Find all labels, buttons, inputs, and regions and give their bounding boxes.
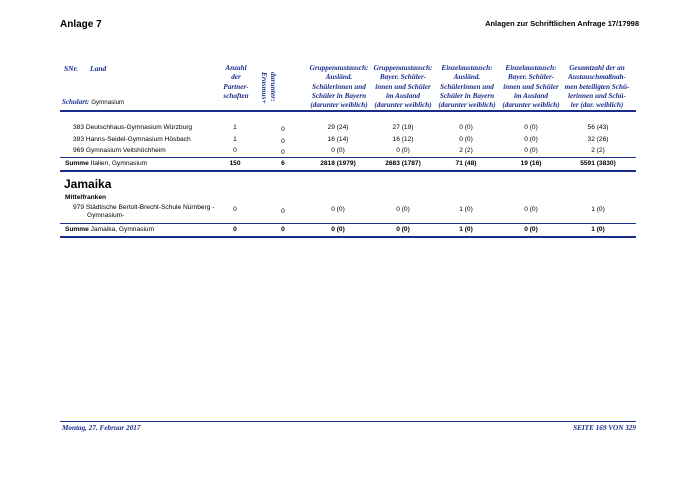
col-land: Land: [90, 64, 107, 73]
col-gruppe-ausl: [304, 64, 374, 110]
school-name: 393 Hanns-Seidel-Gymnasium Hösbach: [73, 136, 191, 143]
cell-g-bayer: 16 (12): [392, 136, 414, 143]
col-erasmus-line: darunter:: [269, 72, 278, 102]
footer-rule: [60, 421, 636, 422]
sum-erasmus: 0: [281, 226, 285, 233]
col-anzahl-line: Partner-: [223, 82, 249, 91]
cell-e-bayer: 0 (0): [524, 136, 538, 143]
cell-g-ausl: 0 (0): [331, 206, 345, 213]
col-line: Ausländ.: [325, 73, 353, 82]
sum-e-bayer: 0 (0): [524, 226, 538, 233]
col-einzel-bayer: [496, 64, 566, 110]
sum-word: Summe: [65, 226, 89, 233]
sum-rule-bottom: [60, 170, 636, 172]
cell-g-bayer: 0 (0): [396, 206, 410, 213]
col-line: Gruppenaustausch:: [309, 64, 369, 72]
col-anzahl-line: schaften: [223, 91, 249, 100]
cell-g-bayer: 27 (19): [392, 124, 414, 131]
sum-rule-bottom: [60, 236, 636, 238]
sum-g-ausl: 2818 (1979): [320, 160, 356, 167]
col-line: Schüler in Bayern: [439, 91, 495, 100]
school-name: 383 Deutschhaus-Gymnasium Würzburg: [73, 124, 193, 131]
col-anzahl-line: Anzahl: [225, 64, 247, 72]
cell-g-ausl: 16 (14): [327, 136, 349, 143]
school-name: 969 Gymnasium Veitshöchheim: [73, 147, 166, 154]
school-name: 979 Städtische Bertolt-Brecht-Schule Nürnberg -: [73, 204, 215, 211]
schulart-value: Gymnasium: [91, 99, 125, 106]
sum-erasmus: 6: [281, 160, 285, 167]
cell-erasmus: 0: [281, 138, 285, 145]
sum-name: Italien, Gymnasium: [90, 160, 148, 167]
col-anzahl-line: der: [231, 73, 241, 82]
cell-anzahl: 0: [233, 206, 237, 213]
col-line: (darunter weiblich): [438, 101, 496, 110]
cell-g-ausl: 0 (0): [331, 147, 345, 154]
sum-g-bayer: 2683 (1787): [385, 160, 421, 167]
col-line: (darunter weiblich): [502, 101, 560, 110]
sum-rule-top: [60, 157, 636, 158]
col-line: Austauschmaßnah-: [568, 73, 626, 82]
sum-gesamt: 1 (0): [591, 226, 605, 233]
col-line: (darunter weiblich): [310, 101, 368, 110]
cell-e-bayer: 0 (0): [524, 124, 538, 131]
school-name-cont: Gymnasium-: [87, 212, 125, 219]
col-einzel-ausl: [432, 64, 502, 110]
sum-g-bayer: 0 (0): [396, 226, 410, 233]
col-gruppe-bayer: [368, 64, 438, 110]
col-line: Einzelaustausch:: [505, 64, 557, 72]
sum-gesamt: 5591 (3830): [580, 160, 616, 167]
col-line: ler (dar. weiblich): [570, 101, 624, 110]
cell-erasmus: 0: [281, 208, 285, 215]
col-line: (darunter weiblich): [374, 101, 432, 110]
sum-g-ausl: 0 (0): [331, 226, 345, 233]
cell-e-ausl: 2 (2): [459, 147, 473, 154]
col-line: Bayer. Schüler-: [507, 73, 555, 82]
sum-anzahl: 0: [233, 226, 237, 233]
region-heading: Mittelfranken: [65, 194, 107, 201]
col-snr: SNr.: [64, 64, 78, 73]
sum-name: Jamaika, Gymnasium: [90, 226, 155, 233]
document-title: Anlagen zur Schriftlichen Anfrage 17/17998: [485, 19, 639, 28]
col-line: men beteiligten Schü-: [564, 82, 630, 91]
cell-gesamt: 56 (43): [587, 124, 609, 131]
col-erasmus-line: Erasmus+: [260, 72, 269, 104]
footer-date: Montag, 27. Februar 2017: [62, 424, 141, 432]
cell-e-ausl: 0 (0): [459, 136, 473, 143]
col-line: Schülerinnen und: [440, 82, 494, 91]
cell-g-ausl: 29 (24): [327, 124, 349, 131]
sum-e-bayer: 19 (16): [520, 160, 542, 167]
col-line: Ausländ.: [453, 73, 481, 82]
cell-anzahl: 0: [233, 147, 237, 154]
col-line: innen und Schüler: [503, 82, 559, 91]
col-line: im Ausland: [514, 91, 548, 100]
sum-e-ausl: 1 (0): [459, 226, 473, 233]
sum-word: Summe: [65, 160, 89, 167]
col-line: innen und Schüler: [375, 82, 431, 91]
cell-gesamt: 32 (26): [587, 136, 609, 143]
col-line: Gruppenaustausch:: [373, 64, 433, 72]
cell-e-bayer: 0 (0): [524, 206, 538, 213]
country-heading: Jamaika: [64, 177, 112, 191]
col-line: Bayer. Schüler-: [379, 73, 427, 82]
schulart-label: Schulart:: [62, 98, 90, 106]
cell-gesamt: 1 (0): [591, 206, 605, 213]
annex-label: Anlage 7: [60, 19, 102, 30]
col-line: Schüler in Bayern: [311, 91, 367, 100]
sum-anzahl: 150: [229, 160, 241, 167]
col-line: im Ausland: [386, 91, 420, 100]
cell-gesamt: 2 (2): [591, 147, 605, 154]
col-anzahl: [214, 64, 258, 101]
col-line: Einzelaustausch:: [441, 64, 493, 72]
cell-anzahl: 1: [233, 136, 237, 143]
sum-label: [65, 160, 147, 167]
cell-erasmus: 0: [281, 126, 285, 133]
sum-rule-top: [60, 223, 636, 224]
sum-e-ausl: 71 (48): [455, 160, 477, 167]
sum-label: [65, 226, 154, 233]
footer-page-number: SEITE 169 VON 329: [573, 424, 636, 432]
cell-anzahl: 1: [233, 124, 237, 131]
col-line: Schülerinnen und: [312, 82, 366, 91]
header-rule: [60, 110, 636, 112]
col-line: Gesamtzahl der an: [569, 64, 625, 72]
cell-e-ausl: 0 (0): [459, 124, 473, 131]
col-erasmus: [260, 72, 302, 106]
cell-g-bayer: 0 (0): [396, 147, 410, 154]
col-schulart: [62, 98, 124, 106]
col-line: lerinnen und Schü-: [568, 91, 626, 100]
cell-erasmus: 0: [281, 149, 285, 156]
cell-e-ausl: 1 (0): [459, 206, 473, 213]
col-gesamt: [558, 64, 636, 110]
cell-e-bayer: 0 (0): [524, 147, 538, 154]
